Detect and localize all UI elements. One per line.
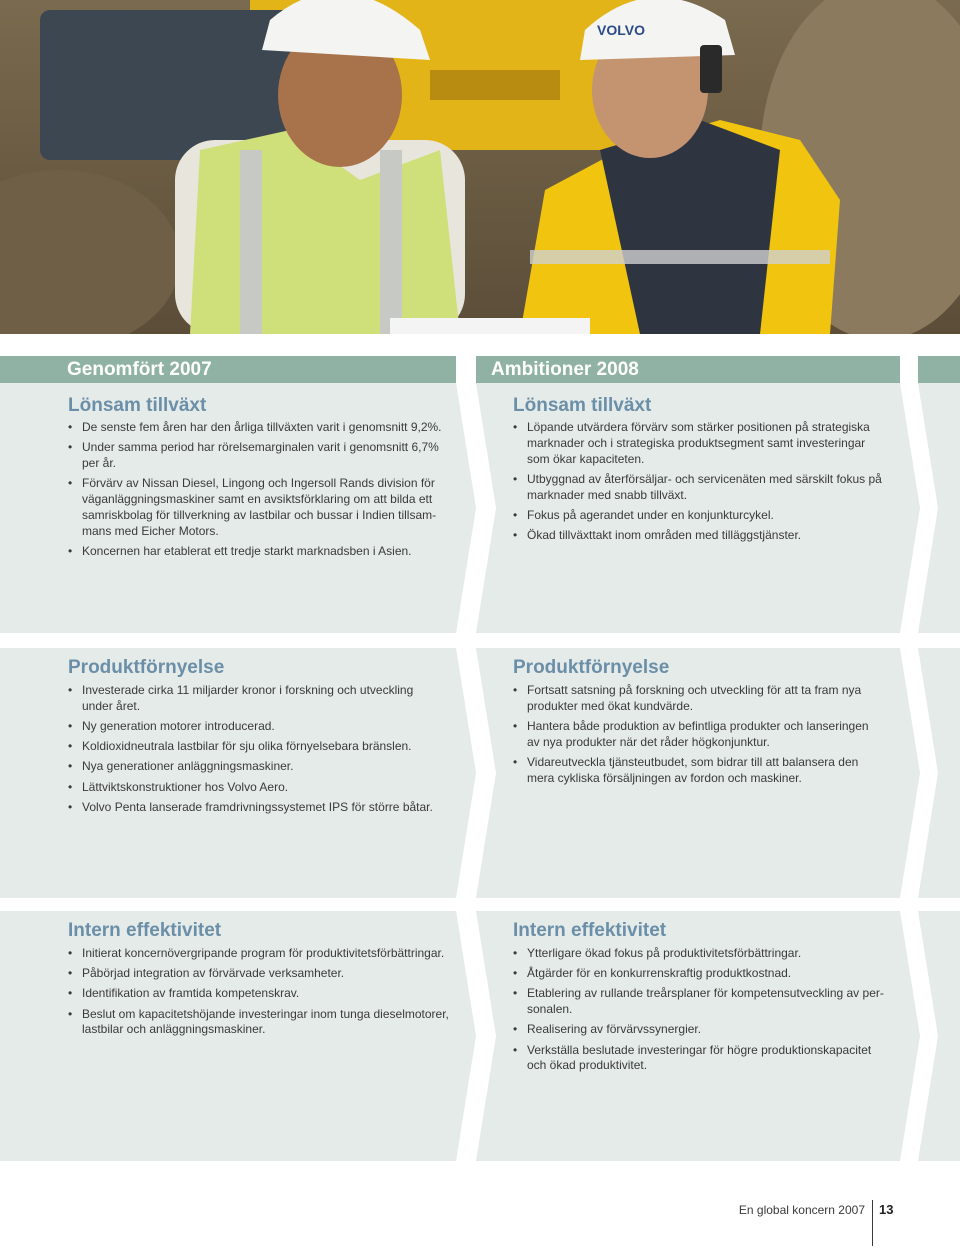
list-item: • Initierat koncernövergripande program för produktivitetsförbättringar. <box>68 946 456 962</box>
section-title-produkt-2008: Produktförnyelse <box>513 657 670 678</box>
list-lonsam-2008 <box>513 420 891 548</box>
section-title-lonsam-2008: Lönsam tillväxt <box>513 395 652 416</box>
header-left-title: Genomfört 2007 <box>67 359 212 380</box>
list-item: • Löpande utvärdera förvärv som stärker positionen på strategiska marknader och i strategiska produktsegment samt investeringar som ökar kapaciteten. <box>513 420 891 467</box>
footer-divider <box>872 1200 873 1246</box>
list-item: • De senste fem åren har den årliga tillväxten varit i genomsnitt 9,2%. <box>68 420 446 436</box>
list-item: • Lättviktskonstruktioner hos Volvo Aero. <box>68 780 446 796</box>
list-item: • Fortsatt satsning på forskning och utveckling för att ta fram nya produkter med ökat kundvärde. <box>513 683 883 715</box>
list-item: • Koldioxidneutrala lastbilar för sju olika förnyelsebara bränslen. <box>68 739 446 755</box>
list-item: • Volvo Penta lanserade framdrivningssystemet IPS för större båtar. <box>68 800 446 816</box>
list-item: • Förvärv av Nissan Diesel, Lingong och Ingersoll Rands division för väganläggningsmaskiner samt en avsiktsförklaring om att bilda ett samriskbolag för tillverkning av lastbilar och bussar i Indien tillsam-mans med Eicher Motors. <box>68 476 446 539</box>
page-number: 13 <box>879 1202 894 1217</box>
section-title-intern-2008: Intern effektivitet <box>513 920 667 941</box>
list-intern-2007 <box>68 946 456 1043</box>
header-photo <box>0 0 960 334</box>
construction-workers-photo <box>0 0 960 334</box>
list-item: • Nya generationer anläggningsmaskiner. <box>68 759 446 775</box>
section-title-lonsam-2007: Lönsam tillväxt <box>68 395 207 416</box>
list-item: • Etablering av rullande treårsplaner för kompetensutveckling av per-sonalen. <box>513 986 891 1018</box>
list-item: • Ny generation motorer introducerad. <box>68 719 446 735</box>
list-lonsam-2007 <box>68 420 446 564</box>
list-item: • Ökad tillväxttakt inom områden med tilläggstjänster. <box>513 528 891 544</box>
header-band-edge <box>918 356 960 383</box>
list-item: • Vidareutveckla tjänsteutbudet, som bidrar till att balansera den mera cykliska försäljningen av fordon och maskiner. <box>513 755 883 787</box>
list-item: • Verkställa beslutade investeringar för högre produktionskapacitet och ökad produktivitet. <box>513 1043 891 1075</box>
header-right-title: Ambitioner 2008 <box>491 359 639 380</box>
list-intern-2008 <box>513 946 891 1079</box>
list-item: • Åtgärder för en konkurrenskraftig produktkostnad. <box>513 966 891 982</box>
list-item: • Ytterligare ökad fokus på produktivitetsförbättringar. <box>513 946 891 962</box>
list-item: • Under samma period har rörelsemarginalen varit i genomsnitt 6,7% per år. <box>68 440 446 472</box>
section-title-intern-2007: Intern effektivitet <box>68 920 222 941</box>
list-item: • Koncernen har etablerat ett tredje starkt marknadsben i Asien. <box>68 544 446 560</box>
list-item: • Fokus på agerandet under en konjunkturcykel. <box>513 508 891 524</box>
list-item: • Identifikation av framtida kompetenskrav. <box>68 986 456 1002</box>
footer-text: En global koncern 2007 <box>738 1203 865 1217</box>
section-title-produkt-2007: Produktförnyelse <box>68 657 225 678</box>
list-produkt-2007 <box>68 683 446 820</box>
list-item: • Realisering av förvärvssynergier. <box>513 1022 891 1038</box>
list-item: • Hantera både produktion av befintliga produkter och lanseringen av nya produkter när det råder högkonjunktur. <box>513 719 883 751</box>
list-item: • Utbyggnad av återförsäljar- och servicenäten med särskilt fokus på marknader med snabb tillväxt. <box>513 472 891 504</box>
list-item: • Beslut om kapacitetshöjande investeringar inom tunga dieselmotorer, lastbilar och anläggningsmaskiner. <box>68 1007 456 1039</box>
list-produkt-2008 <box>513 683 883 791</box>
list-item: • Investerade cirka 11 miljarder kronor i forskning och utveckling under året. <box>68 683 446 715</box>
list-item: • Påbörjad integration av förvärvade verksamheter. <box>68 966 456 982</box>
helmet-logo: VOLVO <box>597 22 645 38</box>
